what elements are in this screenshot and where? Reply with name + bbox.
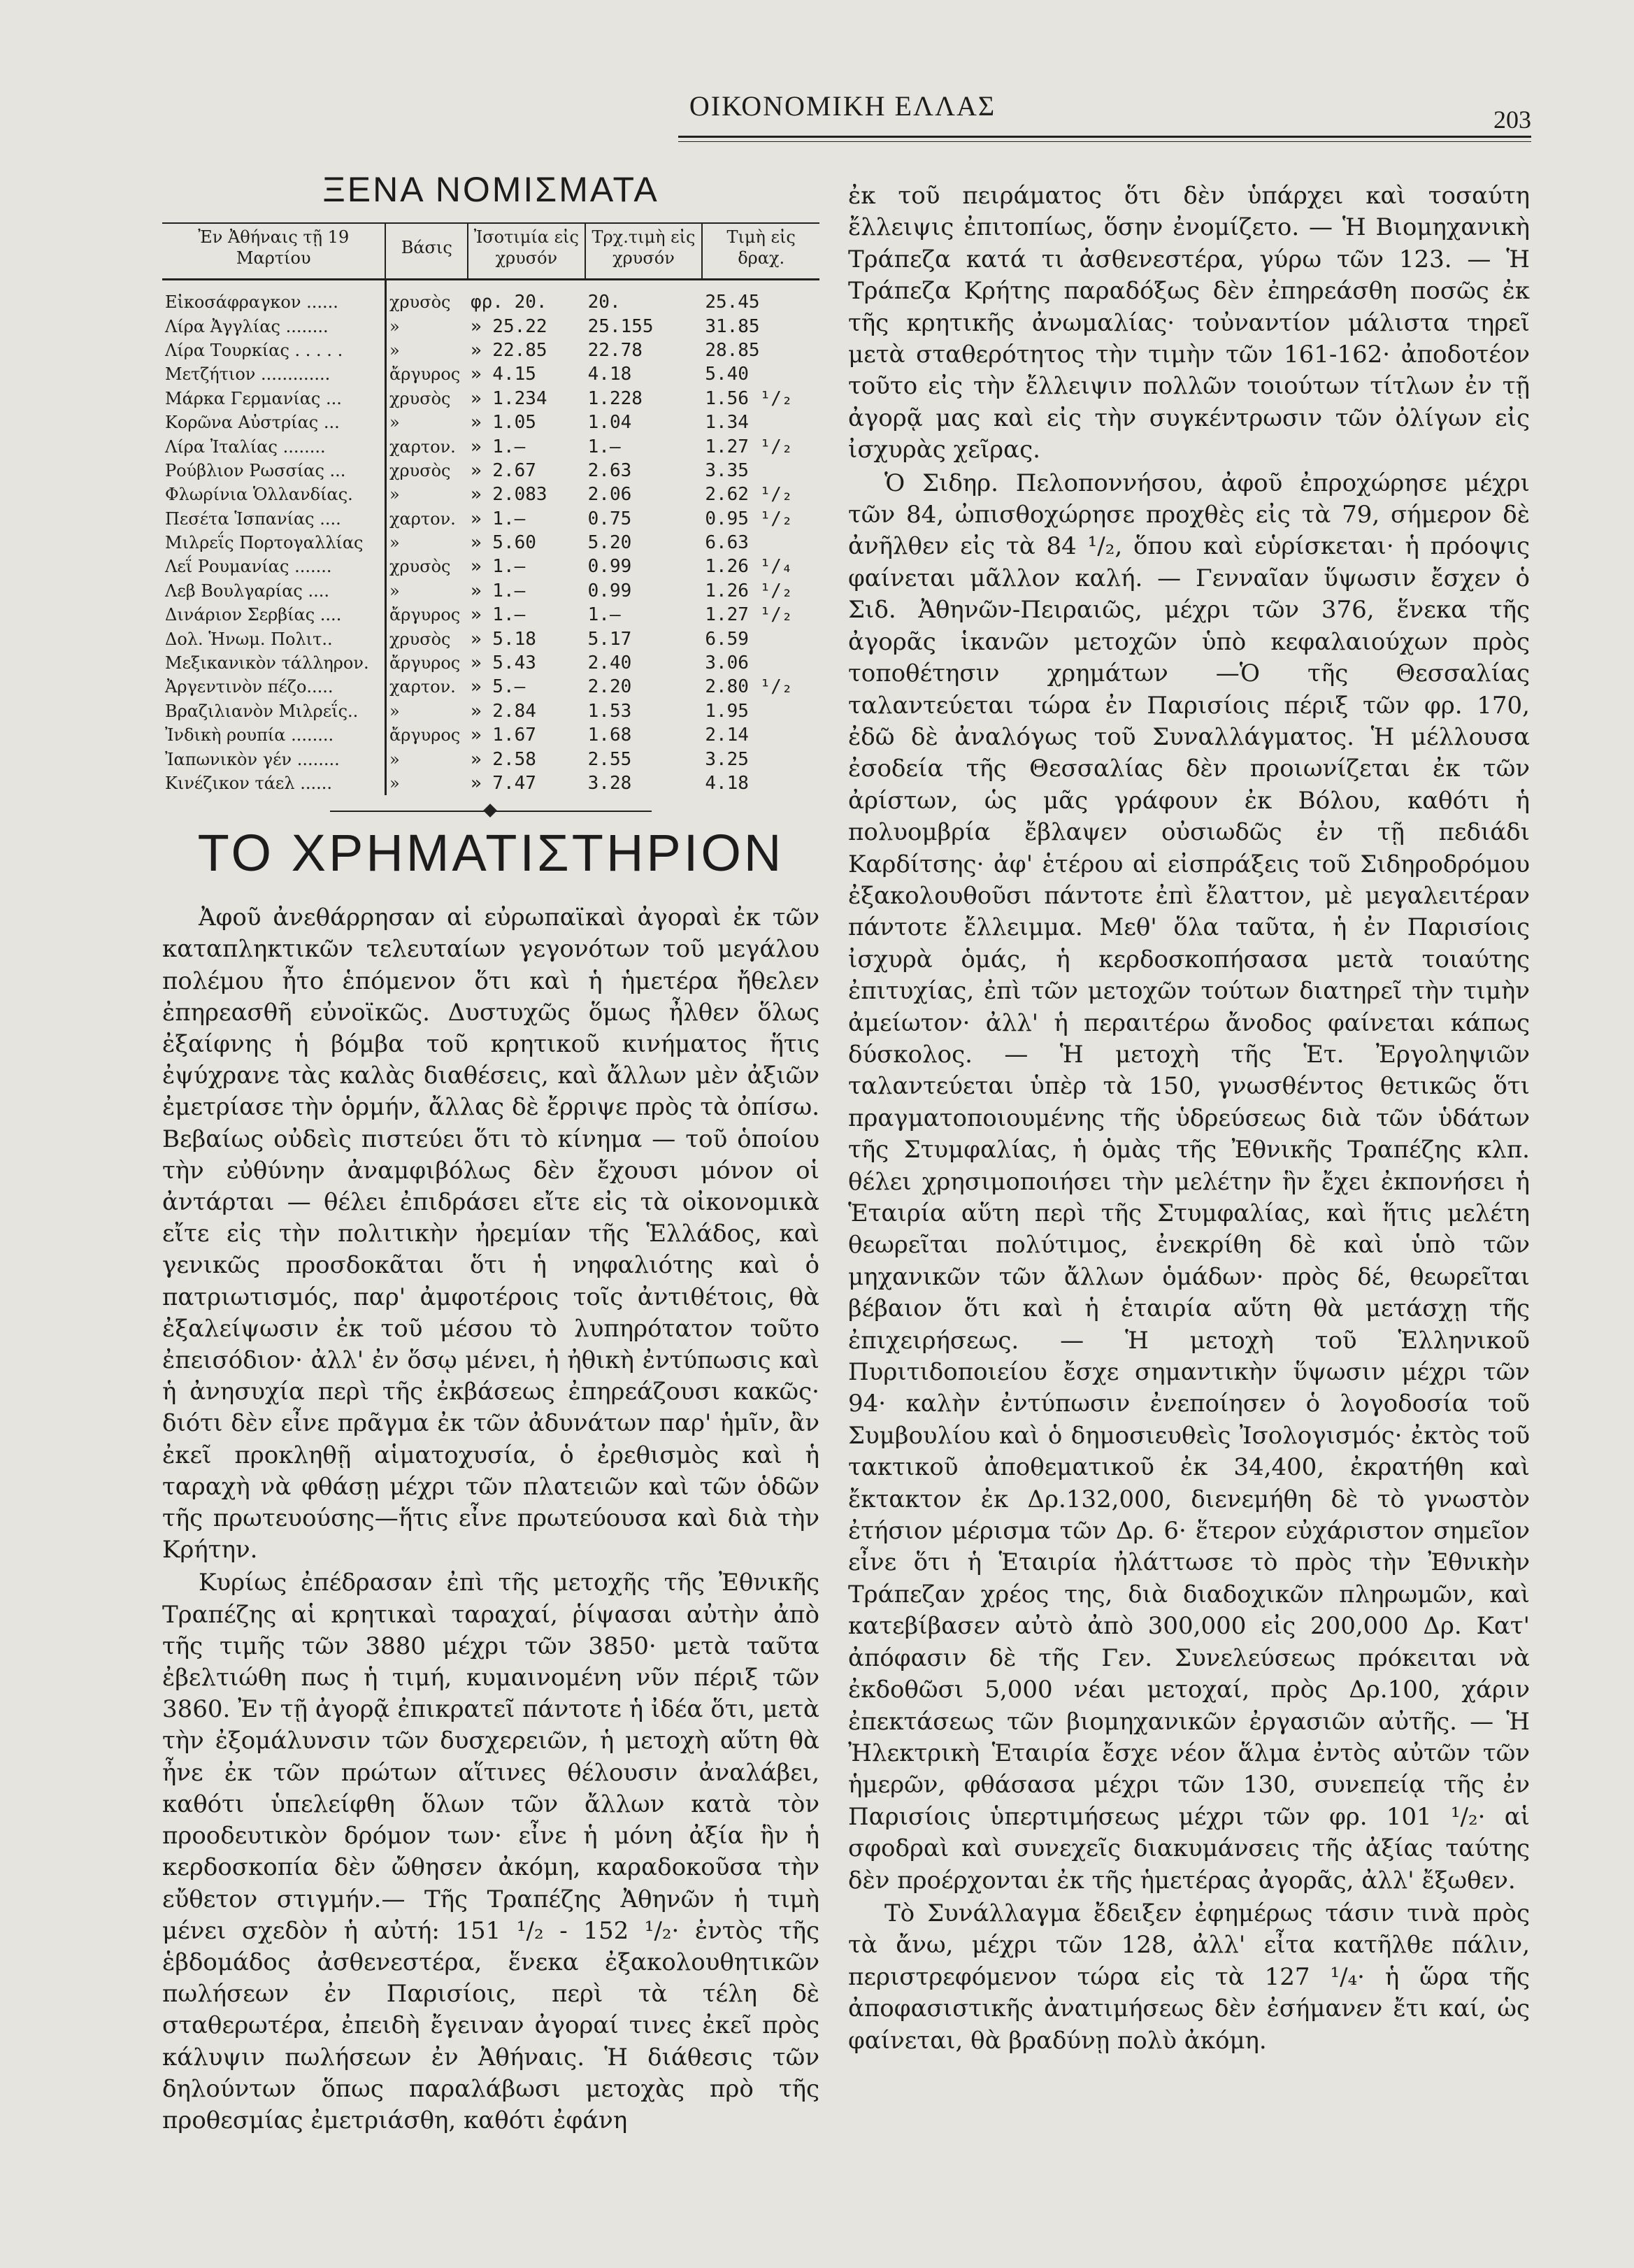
currency-drachma-price: 6.63 [705, 532, 749, 554]
currency-gold-price: 0.75 [587, 508, 632, 529]
currency-gold-price: 1.04 [587, 412, 632, 434]
section-divider [330, 811, 652, 812]
col-header-drachma-price: Τιμὴ εἰς δραχ. [702, 223, 819, 280]
currency-row [162, 675, 819, 699]
currency-basis: » [389, 413, 400, 433]
currency-name: Πεσέτα Ἱσπανίας .... [162, 507, 385, 531]
left-column [162, 155, 819, 2137]
currency-gold-price: 1.— [587, 604, 621, 626]
currency-gold-price: 0.99 [587, 580, 632, 601]
currency-parity: » 1.— [471, 508, 526, 529]
currency-name: Κορῶνα Αὐστρίας ... [162, 411, 385, 434]
currency-name: Μάρκα Γερμανίας ... [162, 387, 385, 411]
header-rule [678, 136, 1531, 138]
currency-drachma-price: 25.45 [705, 292, 760, 313]
currency-row [162, 411, 819, 434]
currency-drachma-price: 31.85 [705, 315, 760, 337]
right-paragraph-2: Ὁ Σιδηρ. Πελοποννήσου, ἀφοῦ ἐπροχώρησε μέχρι τῶν 84, ὠπισθοχώρησε προχθὲς εἰς τὰ 79, σήμερον δὲ ἀνῆλθεν εἰς τὰ 84 ¹/₂, ὅπου καὶ εὑρίσκεται· ἡ πρόοψις φαίνεται μᾶλλον καλή. — Γενναῖαν ὕψωσιν ἔσχεν ὁ Σιδ. Ἀθηνῶν-Πειραιῶς, μέχρι τῶν 376, ἕνεκα τῆς ἀγορᾶς ἱκανῶν μετοχῶν ὑπὸ κεφαλαιούχων πρὸς τοποθέτησιν χρημάτων —Ὁ τῆς Θεσσαλίας ταλαντεύεται τώρα ἐν Παρισίοις πέριξ τῶν φρ. 170, ἐδῶ δὲ ἀναλόγως τοῦ Συναλλάγματος. Ἡ μέλλουσα ἐσοδεία τῆς Θεσσαλίας δὲν προιωνίζεται ἐκ τῶν ἀρίστων, ὡς μᾶς γράφουν ἐκ Βόλου, καθότι ἡ πολυομβρία ἔβλαψεν οὐσιωδῶς ἐν τῇ πεδιάδι Καρδίτσης· ἀφ' ἑτέρου αἱ εἰσπράξεις τοῦ Σιδηροδρόμου ἐξακολουθοῦσι πάντοτε ἐπὶ ἔλαττον, μὲ μεγαλειτέραν πάντοτε ἔλλειμμα. Μεθ' ὅλα ταῦτα, ἡ ἐν Παρισίοις ἰσχυρὰ ὁμάς, ἡ κερδοσκοπήσασα μετὰ τοιαύτης ἐπιτυχίας, ἐπὶ τῶν μετοχῶν τούτων διατηρεῖ τὴν τιμὴν ἀμείωτον· ἀλλ' ἡ περαιτέρω ἄνοδος φαίνεται κάπως δύσκολος. — Ἡ μετοχὴ τῆς Ἑτ. Ἐργοληψιῶν ταλαντεύεται ὑπὲρ τὰ 150, γνωσθέντος θετικῶς ὅτι πραγματοποιουμένης τῆς ὑδρεύσεως διὰ τῶν ὑδάτων τῆς Στυμφαλίας, ἡ ὁμὰς τῆς Ἐθνικῆς Τραπέζης κλπ. θέλει χρησιμοποιήσει τὴν μελέτην ἣν ἔχει ἐκπονήσει ἡ Ἑταιρία αὕτη περὶ τῆς Στυμφαλίας, καὶ ἥτις μελέτη θεωρεῖται πολύτιμος, ἐνεκρίθη δὲ καὶ ὑπὸ τῶν μηχανικῶν τῶν ἄλλων ὁμάδων· πρὸς δέ, θεωρεῖται βέβαιον ὅτι καὶ ἡ ἑταιρία αὕτη θὰ μετάσχῃ τῆς ἐπιχειρήσεως. — Ἡ μετοχὴ τοῦ Ἑλληνικοῦ Πυριτιδοποιείου ἔσχε σημαντικὴν ὕψωσιν μέχρι τῶν 94· καλὴν ἐντύπωσιν ἐνεποίησεν ὁ λογοδοσία τοῦ Συμβουλίου καὶ ὁ δημοσιευθεὶς Ἰσολογισμός· ἐκτὸς τοῦ τακτικοῦ ἀποθεματικοῦ ἐκ 34,400, ἐκρατήθη καὶ ἔκτακτον ἐκ Δρ.132,000, διενεμήθη δὲ τὸ γνωστὸν ἐτήσιον μέρισμα τῶν Δρ. 6· ἕτερον εὐχάριστον σημεῖον εἶνε ὅτι ἡ Ἑταιρία ἠλάττωσε τὸ πρὸς τὴν Ἐθνικὴν Τράπεζαν χρέος της, διὰ διαδοχικῶν πληρωμῶν, καὶ κατεβίβασεν αὐτὸ ἀπὸ 300,000 εἰς 200,000 Δρ. Κατ' ἀπόφασιν δὲ τῆς Γεν. Συνελεύσεως πρόκειται νὰ ἐκδοθῶσι 5,000 νέαι μετοχαί, πρὸς Δρ.100, χάριν ἐπεκτάσεως τῶν βιομηχανικῶν ἐργασιῶν αὐτῆς. — Ἡ Ἠλεκτρικὴ Ἑταιρία ἔσχε νέον ἅλμα ἐντὸς αὐτῶν τῶν ἡμερῶν, φθάσασα μέχρι τῶν 130, συνεπείᾳ τῆς ἐν Παρισίοις ὑπερτιμήσεως μέχρι τῶν φρ. 101 ¹/₂· αἱ σφοδραὶ καὶ συνεχεῖς διακυμάνσεις τῆς ἀξίας ταύτης δὲν προέρχονται ἐκ τῆς ἡμετέρας ἀγορᾶς, ἀλλ' ἔξωθεν. [848, 469, 1530, 1895]
currency-parity: φρ. 20. [471, 292, 547, 313]
currency-name: Λεΐ Ρουμανίας ....... [162, 555, 385, 578]
currency-row [162, 723, 819, 747]
page-number: 203 [1493, 106, 1531, 134]
left-paragraph-2: Κυρίως ἐπέδρασαν ἐπὶ τῆς μετοχῆς τῆς Ἐθνικῆς Τραπέζης αἱ κρητικαὶ ταραχαί, ῥίψασαι αὐτὴν ἀπὸ τῆς τιμῆς τῶν 3880 μέχρι τῶν 3850· μετὰ ταῦτα ἐβελτιώθη πως ἡ τιμή, κυμαινομένη νῦν πέριξ τῶν 3860. Ἐν τῇ ἀγορᾷ ἐπικρατεῖ πάντοτε ἡ ἰδέα ὅτι, μετὰ τὴν ἐξομάλυνσιν τῶν δυσχερειῶν, ἡ μετοχὴ αὕτη θὰ ἦνε ἐκ τῶν πρώτων αἵτινες θέλουσιν ἀναλάβει, καθότι ὑπελείφθη ὅλων τῶν ἄλλων κατὰ τὸν προοδευτικὸν δρόμον των· εἶνε ἡ μόνη ἀξία ἣν ἡ κερδοσκοπία δὲν ὤθησεν ἀκόμη, καραδοκοῦσα τὴν εὔθετον στιγμήν.— Τῆς Τραπέζης Ἀθηνῶν ἡ τιμὴ μένει σχεδὸν ἡ αὐτή: 151 ¹/₂ - 152 ¹/₂· ἐντὸς τῆς ἑβδομάδος ἀσθενεστέρα, ἕνεκα ἐξακολουθητικῶν πωλήσεων ἐν Παρισίοις, περὶ τὰ τέλη δὲ σταθερωτέρα, ἐπειδὴ ἔγειναν ἀγοραί τινες ἐκεῖ πρὸς κάλυψιν πωλήσεων ἐν Ἀθήναις. Ἡ διάθεσις τῶν δηλούντων ὅπως παραλάβωσι μετοχὰς πρὸ τῆς προθεσμίας ἐμετριάσθη, καθότι ἐφάνη [162, 1569, 819, 2134]
currency-parity: » 1.— [471, 604, 526, 626]
currency-parity: » 7.47 [471, 773, 536, 794]
currency-basis: » [389, 340, 400, 360]
currency-gold-price: 25.155 [587, 315, 654, 337]
currency-gold-price: 2.20 [587, 676, 632, 698]
currency-parity: » 25.22 [471, 315, 547, 337]
currency-basis: χαρτον. [389, 508, 456, 529]
currency-gold-price: 0.99 [587, 556, 632, 578]
currency-parity: » 22.85 [471, 339, 547, 361]
currency-drachma-price: 3.25 [705, 748, 749, 770]
currency-drachma-price: 2.62 ¹/₂ [705, 484, 793, 506]
currency-name: Δολ. Ἡνωμ. Πολιτ.. [162, 627, 385, 650]
currency-row [162, 747, 819, 771]
currency-row [162, 627, 819, 650]
currency-row [162, 280, 819, 315]
currency-parity: » 1.67 [471, 725, 536, 746]
currency-drachma-price: 28.85 [705, 339, 760, 361]
currency-drachma-price: 3.35 [705, 459, 749, 481]
currency-gold-price: 5.20 [587, 532, 632, 554]
currency-gold-price: 1.68 [587, 725, 632, 746]
currency-row [162, 699, 819, 723]
currency-drachma-price: 1.56 ¹/₂ [705, 387, 793, 409]
currency-row [162, 459, 819, 483]
currency-gold-price: 1.228 [587, 387, 643, 409]
col-header-basis: Βάσις [385, 223, 468, 280]
currency-basis: » [389, 316, 400, 336]
currency-name: Βραζιλιανὸν Μιλρεΐς.. [162, 699, 385, 723]
currency-name: Ἰνδικὴ ρουπία ........ [162, 723, 385, 747]
running-title: ΟΙΚΟΝΟΜΙΚΗ ΕΛΛΑΣ [689, 90, 996, 122]
currency-parity: » 4.15 [471, 364, 536, 385]
divider-ornament [483, 804, 497, 818]
currency-gold-price: 1.53 [587, 700, 632, 722]
currency-name: Εἰκοσάφραγκον ...... [162, 280, 385, 315]
currency-gold-price: 2.06 [587, 484, 632, 506]
currency-drachma-price: 0.95 ¹/₂ [705, 508, 793, 529]
currency-drachma-price: 1.27 ¹/₂ [705, 436, 793, 457]
currency-row [162, 507, 819, 531]
exchange-title: ΤΟ ΧΡΗΜΑΤΙΣΤΗΡΙΟΝ [197, 824, 784, 883]
currency-name: Κινέζικον τάελ ...... [162, 771, 385, 795]
currency-basis: χρυσὸς [389, 557, 451, 577]
currency-name: Μιλρεΐς Πορτογαλλίας [162, 531, 385, 555]
currency-drachma-price: 2.80 ¹/₂ [705, 676, 793, 698]
currency-drachma-price: 1.95 [705, 700, 749, 722]
currency-row [162, 362, 819, 386]
currency-gold-price: 4.18 [587, 364, 632, 385]
currency-basis: » [389, 533, 400, 553]
currency-parity: » 2.84 [471, 700, 536, 722]
col-header-currency: Ἐν Ἀθήναις τῇ 19 Μαρτίου [162, 223, 385, 280]
currency-gold-price: 5.17 [587, 628, 632, 650]
currency-basis: » [389, 749, 400, 769]
header-rule-thin [678, 141, 1531, 142]
currency-name: Λίρα Ἰταλίας ........ [162, 434, 385, 458]
currency-gold-price: 1.— [587, 436, 621, 457]
currency-basis: χρυσὸς [389, 292, 451, 313]
currency-basis: χρυσὸς [389, 388, 451, 408]
currency-basis: ἄργυρος [389, 653, 461, 673]
currency-parity: » 1.05 [471, 412, 536, 434]
currency-basis: χαρτον. [389, 436, 456, 457]
currency-gold-price: 3.28 [587, 773, 632, 794]
currency-row [162, 387, 819, 411]
col-header-gold-price: Τρχ.τιμὴ εἰς χρυσόν [585, 223, 703, 280]
currency-drachma-price: 5.40 [705, 364, 749, 385]
currency-table-header [162, 223, 819, 280]
currency-name: Φλωρίνια Ὁλλανδίας. [162, 483, 385, 506]
left-paragraph-1: Ἀφοῦ ἀνεθάρρησαν αἱ εὐρωπαϊκαὶ ἀγοραὶ ἐκ τῶν καταπληκτικῶν τελευταίων γεγονότων τοῦ μεγάλου πολέμου ἦτο ἑπόμενον ὅτι καὶ ἡ ἡμετέρα ἤθελεν ἐπηρεασθῆ εὐνοϊκῶς. Δυστυχῶς ὅμως ἦλθεν ὅλως ἐξαίφνης ἡ βόμβα τοῦ κρητικοῦ κινήματος ἥτις ἐψύχρανε τὰς καλὰς διαθέσεις, καὶ ἄλλων μὲν ἀξιῶν ἐμετρίασε τὴν ὁρμήν, ἄλλας δὲ ἔρριψε πρὸς τὰ ὀπίσω. Βεβαίως οὐδεὶς πιστεύει ὅτι τὸ κίνημα — τοῦ ὁποίου τὴν εὐθύνην ἀναμφιβόλως δὲν ἔχουσι μόνον οἱ ἀντάρται — θέλει ἐπιδράσει εἴτε εἰς τὰ οἰκονομικὰ εἴτε εἰς τὴν πολιτικὴν ἠρεμίαν τῆς Ἑλλάδος, καὶ γενικῶς προσδοκᾶται ὅτι ἡ νηφαλιότης καὶ ὁ πατριωτισμός, παρ' ἀμφοτέροις τοῖς ἀντιθέτοις, θὰ ἐξαλείψωσιν ἐκ τοῦ μέσου τὸ λυπηρότατον τοῦτο ἐπεισόδιον· ἀλλ' ἐν ὅσῳ μένει, ἡ ἠθικὴ ἐντύπωσις καὶ ἡ ἀνησυχία περὶ τῆς ἐκβάσεως ἐπηρεάζουσι κακῶς· διότι δὲν εἶνε πρᾶγμα ἐκ τῶν ἀδυνάτων παρ' ἡμῖν, ἂν ἐκεῖ προκληθῇ αἱματοχυσία, ὁ ἐρεθισμὸς καὶ ἡ ταραχὴ νὰ φθάσῃ μέχρι τῶν πλατειῶν καὶ τῶν ὁδῶν τῆς πρωτευούσης—ἥτις εἶνε πρωτεύουσα καὶ διὰ τὴν Κρήτην. [162, 904, 819, 1564]
currency-name: Ἀργεντινὸν πέζο..... [162, 675, 385, 699]
currency-drachma-price: 1.26 ¹/₂ [705, 580, 793, 601]
currency-gold-price: 2.40 [587, 652, 632, 674]
currency-basis: ἄργυρος [389, 364, 461, 385]
currency-gold-price: 20. [587, 292, 621, 313]
currency-basis: χαρτον. [389, 677, 456, 697]
currency-parity: » 1.234 [471, 387, 547, 409]
currency-drachma-price: 6.59 [705, 628, 749, 650]
currency-parity: » 5.— [471, 676, 526, 698]
right-paragraph-1: ἐκ τοῦ πειράματος ὅτι δὲν ὑπάρχει καὶ τοσαύτη ἔλλειψις ἐπιτοπίως, ὅσην ἐνομίζετο. — Ἡ Βιομηχανικὴ Τράπεζα κατά τι ἀσθενεστέρα, γύρω τῶν 123. — Ἡ Τράπεζα Κρήτης παραδόξως δὲν ἐπηρεάσθη ποσῶς ἐκ τῆς κρητικῆς ἀνωμαλίας· τοὐναντίον μάλιστα τηρεῖ μετὰ σταθερότητος τὴν τιμὴν τῶν 161-162· ἀποδοτέον τοῦτο εἰς τὴν ἔλλειψιν πολλῶν τοιούτων τίτλων ἐν τῇ ἀγορᾷ μας καὶ εἰς τὴν συγκέντρωσιν τῶν ὀλίγων εἰς ἰσχυρὰς χεῖρας. [848, 182, 1530, 464]
currency-gold-price: 2.63 [587, 459, 632, 481]
currency-name: Λίρα Τουρκίας . . . . . [162, 338, 385, 362]
currency-parity: » 5.60 [471, 532, 536, 554]
currency-name: Δινάριον Σερβίας .... [162, 603, 385, 627]
currency-parity: » 2.67 [471, 459, 536, 481]
currency-gold-price: 2.55 [587, 748, 632, 770]
currency-row [162, 483, 819, 506]
currency-row [162, 771, 819, 795]
currency-drachma-price: 1.27 ¹/₂ [705, 604, 793, 626]
currency-row [162, 579, 819, 603]
currency-basis: » [389, 485, 400, 505]
currency-parity: » 1.— [471, 436, 526, 457]
currency-basis: » [389, 580, 400, 601]
currency-basis: ἄργυρος [389, 605, 461, 625]
currency-basis: ἄργυρος [389, 725, 461, 746]
currency-name: Μεξικανικὸν τάλληρον. [162, 651, 385, 675]
currency-row [162, 603, 819, 627]
currency-parity: » 2.083 [471, 484, 547, 506]
currency-name: Ἰαπωνικὸν γέν ........ [162, 747, 385, 771]
currency-name: Λίρα Ἀγγλίας ........ [162, 314, 385, 338]
currency-table [162, 222, 819, 795]
right-paragraph-3: Τὸ Συνάλλαγμα ἔδειξεν ἐφημέρως τάσιν τινὰ πρὸς τὰ ἄνω, μέχρι τῶν 128, ἀλλ' εἶτα κατῆλθε πάλιν, περιστρεφόμενον τώρα εἰς τὰ 127 ¹/₄· ἡ ὥρα τῆς ἀποφασιστικῆς ἀνατιμήσεως δὲν ἐσήμανεν ἔτι καί, ὡς φαίνεται, θὰ βραδύνῃ πολὺ ἀκόμη. [848, 1899, 1530, 2055]
currency-drachma-price: 1.26 ¹/₄ [705, 556, 793, 578]
currency-drachma-price: 4.18 [705, 773, 749, 794]
currency-table-body [162, 280, 819, 796]
currency-parity: » 1.— [471, 580, 526, 601]
currency-basis: χρυσὸς [389, 629, 451, 649]
currency-row [162, 314, 819, 338]
currency-basis: » [389, 701, 400, 721]
col-header-parity: Ἰσοτιμία εἰς χρυσόν [468, 223, 585, 280]
currency-row [162, 555, 819, 578]
currency-name: Μετζήτιον ............. [162, 362, 385, 386]
currency-gold-price: 22.78 [587, 339, 643, 361]
currency-basis: χρυσὸς [389, 460, 451, 480]
currency-row [162, 338, 819, 362]
currency-row [162, 531, 819, 555]
currencies-title: ΞΕΝΑ ΝΟΜΙΣΜΑΤΑ [322, 170, 659, 209]
currency-name: Λεβ Βουλγαρίας .... [162, 579, 385, 603]
currency-drachma-price: 2.14 [705, 725, 749, 746]
currency-drachma-price: 1.34 [705, 412, 749, 434]
currency-row [162, 434, 819, 458]
currency-parity: » 1.— [471, 556, 526, 578]
currency-drachma-price: 3.06 [705, 652, 749, 674]
currency-parity: » 5.18 [471, 628, 536, 650]
currency-parity: » 5.43 [471, 652, 536, 674]
currency-parity: » 2.58 [471, 748, 536, 770]
page-header [154, 83, 1531, 133]
currency-row [162, 651, 819, 675]
currency-name: Ρούβλιον Ρωσσίας ... [162, 459, 385, 483]
right-column [848, 180, 1530, 2057]
currency-basis: » [389, 773, 400, 793]
